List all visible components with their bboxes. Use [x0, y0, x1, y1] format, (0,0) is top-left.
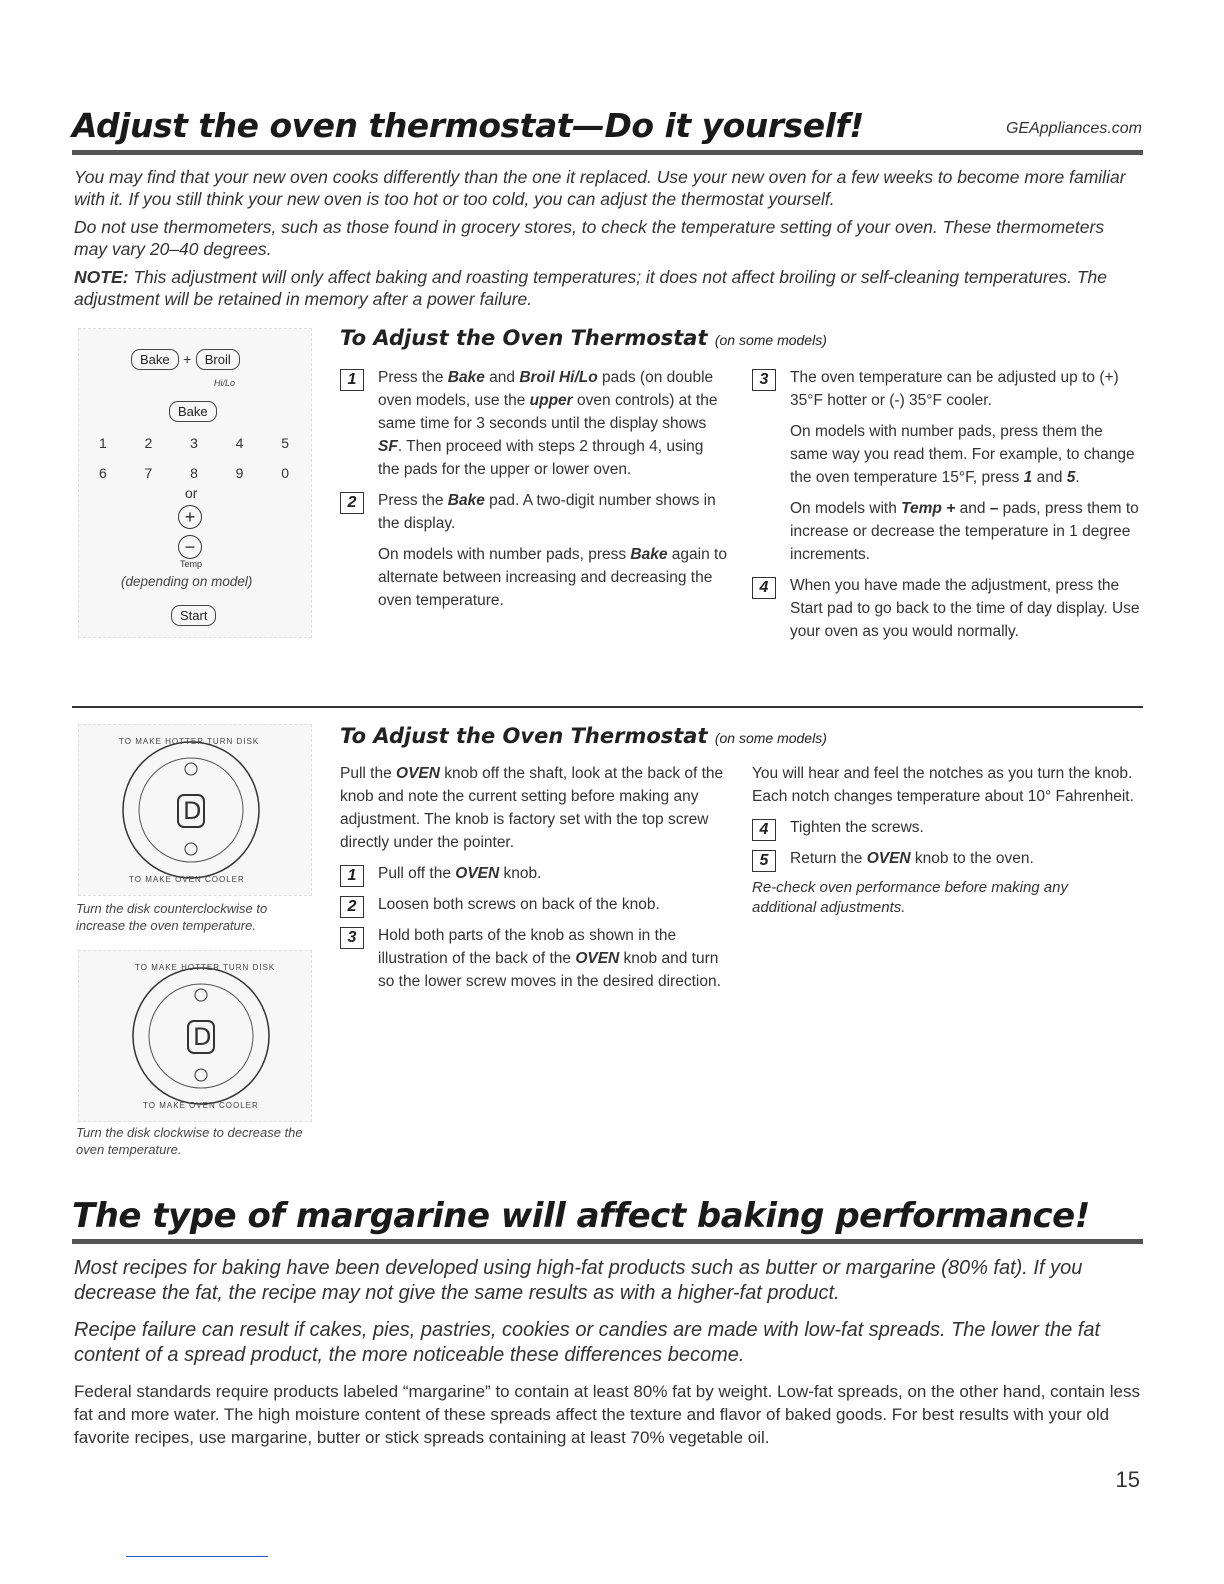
knob-svg-2 — [79, 951, 311, 1121]
margarine-body — [74, 1256, 1144, 1449]
s2-step-2-number: 2 — [340, 896, 364, 918]
bold-oven: OVEN — [866, 850, 911, 867]
margarine-paragraph-3: Federal standards require products labeled “margarine” to contain at least 80% fat by weight. Low-fat spreads, on the other hand, contain less fat and more water. The high moisture content of these spreads affect the texture and flavor of baked goods. For best results with your old favorite recipes, use margarine, butter or stick spreads containing at least 70% vegetable oil. — [74, 1382, 1140, 1447]
section2-qualifier: (on some models) — [714, 730, 827, 746]
broil-pad: Broil — [196, 349, 240, 370]
header-rule — [72, 150, 1143, 155]
bold-temp-plus: Temp + — [901, 500, 956, 517]
text: You will hear and feel the notches as you turn the knob. Each notch changes temperature about 10° Fahrenheit. — [752, 765, 1134, 805]
s1-step-2-number: 2 — [340, 492, 364, 514]
key-9: 9 — [235, 465, 244, 481]
plus-sign: + — [183, 351, 192, 367]
s1-step-3-number: 3 — [752, 369, 776, 391]
margarine-title: The type of margarine will affect baking performance! — [72, 1196, 1090, 1236]
s2-step-2 — [340, 893, 724, 916]
s1-step-3 — [752, 366, 1142, 566]
bold: 5 — [1066, 469, 1076, 486]
text: Pull off the — [378, 865, 456, 882]
text: oven controls) at the same time for 3 seconds until the display shows — [378, 392, 718, 432]
text: again to alternate between increasing and decreasing the oven temperature. — [378, 546, 727, 609]
text: When you have made the adjustment, press the Start pad to go back to the time of day display. Use your oven as you would normally. — [790, 577, 1140, 640]
bold-oven: OVEN — [396, 765, 440, 782]
bold-sf: SF — [378, 438, 398, 455]
knob-illustration-1 — [78, 724, 312, 896]
s2-step-4 — [752, 816, 1136, 839]
text: pads, press them to increase or decrease the temperature in 1 degree increments. — [790, 500, 1139, 563]
bold-oven: OVEN — [575, 950, 620, 967]
s2-step-4-number: 4 — [752, 819, 776, 841]
intro-paragraph-1: You may find that your new oven cooks differently than the one it replaced. Use your new oven for a few weeks to become more familiar with it. If you still think your new oven is too hot or too cold, you can adjust the thermostat yourself. — [74, 167, 1126, 209]
margarine-paragraph-1: Most recipes for baking have been developed using high-fat products such as butter or margarine (80% fat). If you decrease the fat, the recipe may not give the same results as with a higher-fat product. — [74, 1257, 1083, 1304]
s2-step-1 — [340, 862, 724, 885]
key-5: 5 — [281, 435, 289, 451]
bold-minus: – — [989, 500, 999, 517]
knob-ring-text-bottom-2: TO MAKE OVEN COOLER — [143, 1101, 259, 1110]
hilo-label: Hi/Lo — [214, 378, 236, 388]
svg-text:D: D — [183, 797, 202, 825]
s2-step-5-number: 5 — [752, 850, 776, 872]
section2-title — [340, 724, 827, 748]
text: pads (on double oven models, use the — [378, 369, 714, 409]
text: On models with — [790, 500, 902, 517]
text: Tighten the screws. — [790, 819, 924, 836]
text: knob to the oven. — [910, 850, 1034, 867]
text: knob and turn so the lower screw moves in the desired direction. — [378, 950, 721, 990]
margarine-rule — [72, 1239, 1143, 1244]
s1-step-1 — [340, 366, 728, 481]
page-number: 15 — [1115, 1467, 1140, 1492]
margarine-paragraph-2: Recipe failure can result if cakes, pies, pastries, cookies or candies are made with low-fat spreads. The lower the fat content of a spread product, the more noticeable these differences become. — [74, 1319, 1101, 1366]
text: knob off the shaft, look at the back of the knob and note the current setting before making any adjustment. The knob is factory set with the top screw directly under the pointer. — [340, 765, 724, 851]
text: . — [1075, 469, 1080, 486]
temp-minus-icon: − — [178, 535, 202, 559]
section1-title — [340, 326, 827, 350]
start-pad: Start — [171, 605, 216, 626]
s1-step-4 — [752, 574, 1142, 643]
bake-pad: Bake — [131, 349, 179, 370]
bold-broil: Broil Hi/Lo — [519, 369, 598, 386]
text: . Then proceed with steps 2 through 4, using the pads for the upper or lower oven. — [378, 438, 704, 478]
key-6: 6 — [99, 465, 107, 481]
s1-step-2 — [340, 489, 728, 612]
section2-right-column — [752, 762, 1136, 926]
depending-on-model: (depending on model) — [121, 574, 253, 589]
key-8: 8 — [190, 465, 198, 481]
section1-right-column — [752, 366, 1142, 651]
recheck-note: Re-check oven performance before making any additional adjustments. — [752, 879, 1068, 916]
section2-left-column — [340, 762, 724, 1001]
text: Press the — [378, 492, 448, 509]
site-url[interactable]: GEAppliances.com — [1005, 120, 1142, 137]
knob-ring-text-2: TO MAKE HOTTER TURN DISK — [135, 963, 276, 972]
text: Hold both parts of the knob as shown in the illustration of the back of the — [378, 927, 677, 967]
section1-left-column — [340, 366, 728, 620]
s2-step-1-number: 1 — [340, 865, 364, 887]
key-1: 1 — [99, 435, 107, 451]
bold-bake: Bake — [447, 492, 485, 509]
text: On models with number pads, press — [378, 546, 631, 563]
section1-title-text: To Adjust the Oven Thermostat — [340, 326, 708, 350]
section1-qualifier: (on some models) — [714, 332, 827, 348]
bold-bake: Bake — [447, 369, 485, 386]
bold: 1 — [1023, 469, 1033, 486]
text: knob. — [499, 865, 542, 882]
caption-counterclockwise: Turn the disk counterclockwise to increase the oven temperature. — [76, 901, 268, 933]
key-0: 0 — [281, 465, 289, 481]
knob-illustration-2 — [78, 950, 312, 1122]
key-7: 7 — [144, 465, 153, 481]
text: The oven temperature can be adjusted up to (+) 35°F hotter or (-) 35°F cooler. — [790, 369, 1119, 409]
note-label: NOTE: — [74, 267, 129, 287]
temp-plus-icon: + — [178, 505, 202, 529]
section-divider — [72, 706, 1143, 708]
note-text: This adjustment will only affect baking and roasting temperatures; it does not affect broiling or self-cleaning temperatures. The adjustment will be retained in memory after a power failure. — [74, 267, 1108, 309]
keypad-illustration — [78, 328, 312, 638]
s2-step-3 — [340, 924, 724, 993]
bold-upper: upper — [529, 392, 573, 409]
s2-step-3-number: 3 — [340, 927, 364, 949]
caption-clockwise: Turn the disk clockwise to decrease the oven temperature. — [76, 1125, 303, 1157]
section2-title-text: To Adjust the Oven Thermostat — [340, 724, 708, 748]
footer-link-line — [126, 1556, 268, 1557]
page-title: Adjust the oven thermostat—Do it yourself! — [72, 106, 864, 145]
text: On models with number pads, press them the same way you read them. For example, to change the oven temperature 15°F, press — [790, 423, 1135, 486]
number-row-1 — [99, 435, 289, 451]
bold-bake: Bake — [630, 546, 668, 563]
key-2: 2 — [144, 435, 153, 451]
s1-step-4-number: 4 — [752, 577, 776, 599]
text: and — [1032, 469, 1067, 486]
text: Pull the — [340, 765, 397, 782]
svg-text:D: D — [193, 1023, 212, 1051]
temp-label: Temp — [180, 559, 203, 569]
number-row-2 — [99, 465, 289, 481]
knob-svg-1 — [79, 725, 311, 895]
or-label: or — [185, 485, 198, 501]
text: Press the — [378, 369, 448, 386]
intro-paragraph-2: Do not use thermometers, such as those found in grocery stores, to check the temperature setting of your oven. These thermometers may vary 20–40 degrees. — [74, 217, 1105, 259]
text: and — [484, 369, 520, 386]
knob-ring-text: TO MAKE HOTTER TURN DISK — [119, 737, 260, 746]
intro-note — [74, 266, 1138, 310]
key-4: 4 — [235, 435, 244, 451]
bake-pad-2: Bake — [169, 401, 217, 422]
text: Return the — [790, 850, 867, 867]
s2-step-5 — [752, 847, 1136, 870]
key-3: 3 — [190, 435, 198, 451]
bold-oven: OVEN — [455, 865, 500, 882]
intro — [74, 166, 1138, 310]
text: and — [955, 500, 990, 517]
text: pad. A two-digit number shows in the display. — [378, 492, 716, 532]
s1-step-1-number: 1 — [340, 369, 364, 391]
text: Loosen both screws on back of the knob. — [378, 896, 660, 913]
knob-ring-text-bottom: TO MAKE OVEN COOLER — [129, 875, 245, 884]
